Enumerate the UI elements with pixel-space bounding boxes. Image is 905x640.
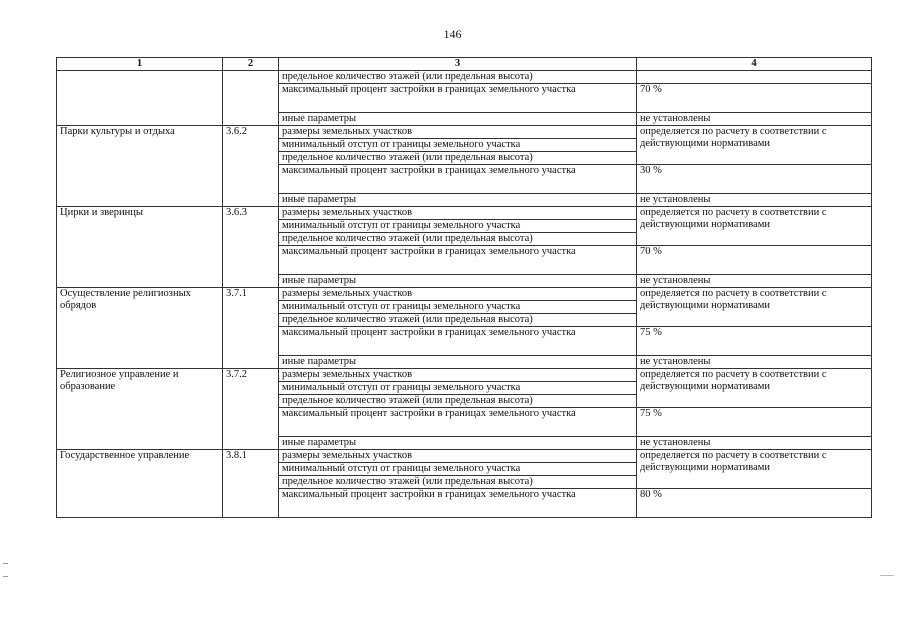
parameter-cell: минимальный отступ от границы земельного участка: [279, 220, 637, 233]
norm-value-cell: определяется по расчету в соответствии с действующими нормативами: [637, 207, 872, 246]
other-value-cell: не установлены: [637, 275, 872, 288]
parameter-cell: предельное количество этажей (или предельная высота): [279, 233, 637, 246]
max-percent-cell: 80 %: [637, 489, 872, 518]
other-value-cell: не установлены: [637, 356, 872, 369]
other-value-cell: не установлены: [637, 194, 872, 207]
table-row: [57, 71, 872, 84]
parameter-cell: предельное количество этажей (или предельная высота): [279, 395, 637, 408]
activity-name-cell: [57, 71, 223, 126]
parameter-cell: иные параметры: [279, 437, 637, 450]
table-row: [57, 207, 872, 220]
table-row: [57, 369, 872, 382]
parameter-cell: размеры земельных участков: [279, 369, 637, 382]
table-row: [57, 288, 872, 301]
parameter-cell: предельное количество этажей (или предельная высота): [279, 152, 637, 165]
activity-code-cell: 3.7.1: [223, 288, 279, 369]
max-percent-cell: 75 %: [637, 327, 872, 356]
parameter-cell: максимальный процент застройки в границах земельного участка: [279, 84, 637, 113]
parameter-cell: максимальный процент застройки в границах земельного участка: [279, 489, 637, 518]
norm-value-cell: определяется по расчету в соответствии с действующими нормативами: [637, 126, 872, 165]
parameter-cell: предельное количество этажей (или предельная высота): [279, 71, 637, 84]
parameter-cell: максимальный процент застройки в границах земельного участка: [279, 408, 637, 437]
column-header: 1: [57, 58, 223, 71]
scan-edge-tick: [880, 575, 894, 576]
land-use-parameters-table: [56, 57, 872, 518]
max-percent-cell: 70 %: [637, 246, 872, 275]
column-header: 4: [637, 58, 872, 71]
parameter-cell: минимальный отступ от границы земельного участка: [279, 463, 637, 476]
table-row: [57, 126, 872, 139]
norm-value-cell: определяется по расчету в соответствии с действующими нормативами: [637, 369, 872, 408]
activity-name-cell: Государственное управление: [57, 450, 223, 518]
parameter-cell: предельное количество этажей (или предельная высота): [279, 476, 637, 489]
parameter-cell: размеры земельных участков: [279, 450, 637, 463]
norm-value-cell: определяется по расчету в соответствии с действующими нормативами: [637, 288, 872, 327]
max-percent-cell: 30 %: [637, 165, 872, 194]
parameter-cell: минимальный отступ от границы земельного участка: [279, 382, 637, 395]
parameter-cell: размеры земельных участков: [279, 288, 637, 301]
activity-code-cell: [223, 71, 279, 126]
parameter-cell: максимальный процент застройки в границах земельного участка: [279, 327, 637, 356]
parameter-cell: иные параметры: [279, 113, 637, 126]
parameter-cell: иные параметры: [279, 356, 637, 369]
parameter-cell: иные параметры: [279, 275, 637, 288]
scan-margin-mark: [3, 563, 8, 577]
parameter-cell: минимальный отступ от границы земельного участка: [279, 301, 637, 314]
max-percent-cell: 75 %: [637, 408, 872, 437]
activity-name-cell: Цирки и зверинцы: [57, 207, 223, 288]
parameter-cell: минимальный отступ от границы земельного участка: [279, 139, 637, 152]
parameter-cell: иные параметры: [279, 194, 637, 207]
value-cell: [637, 71, 872, 84]
column-header: 3: [279, 58, 637, 71]
activity-code-cell: 3.8.1: [223, 450, 279, 518]
norm-value-cell: определяется по расчету в соответствии с действующими нормативами: [637, 450, 872, 489]
other-value-cell: не установлены: [637, 437, 872, 450]
activity-name-cell: Парки культуры и отдыха: [57, 126, 223, 207]
activity-code-cell: 3.6.2: [223, 126, 279, 207]
activity-name-cell: Осуществление религиозных обрядов: [57, 288, 223, 369]
value-cell: не установлены: [637, 113, 872, 126]
activity-name-cell: Религиозное управление и образование: [57, 369, 223, 450]
parameter-cell: размеры земельных участков: [279, 126, 637, 139]
parameter-cell: предельное количество этажей (или предельная высота): [279, 314, 637, 327]
activity-code-cell: 3.7.2: [223, 369, 279, 450]
parameter-cell: размеры земельных участков: [279, 207, 637, 220]
activity-code-cell: 3.6.3: [223, 207, 279, 288]
page-number: 146: [443, 27, 462, 41]
table-row: [57, 450, 872, 463]
header-row: [57, 58, 872, 71]
parameter-cell: максимальный процент застройки в границах земельного участка: [279, 165, 637, 194]
column-header: 2: [223, 58, 279, 71]
value-cell: 70 %: [637, 84, 872, 113]
parameter-cell: максимальный процент застройки в границах земельного участка: [279, 246, 637, 275]
